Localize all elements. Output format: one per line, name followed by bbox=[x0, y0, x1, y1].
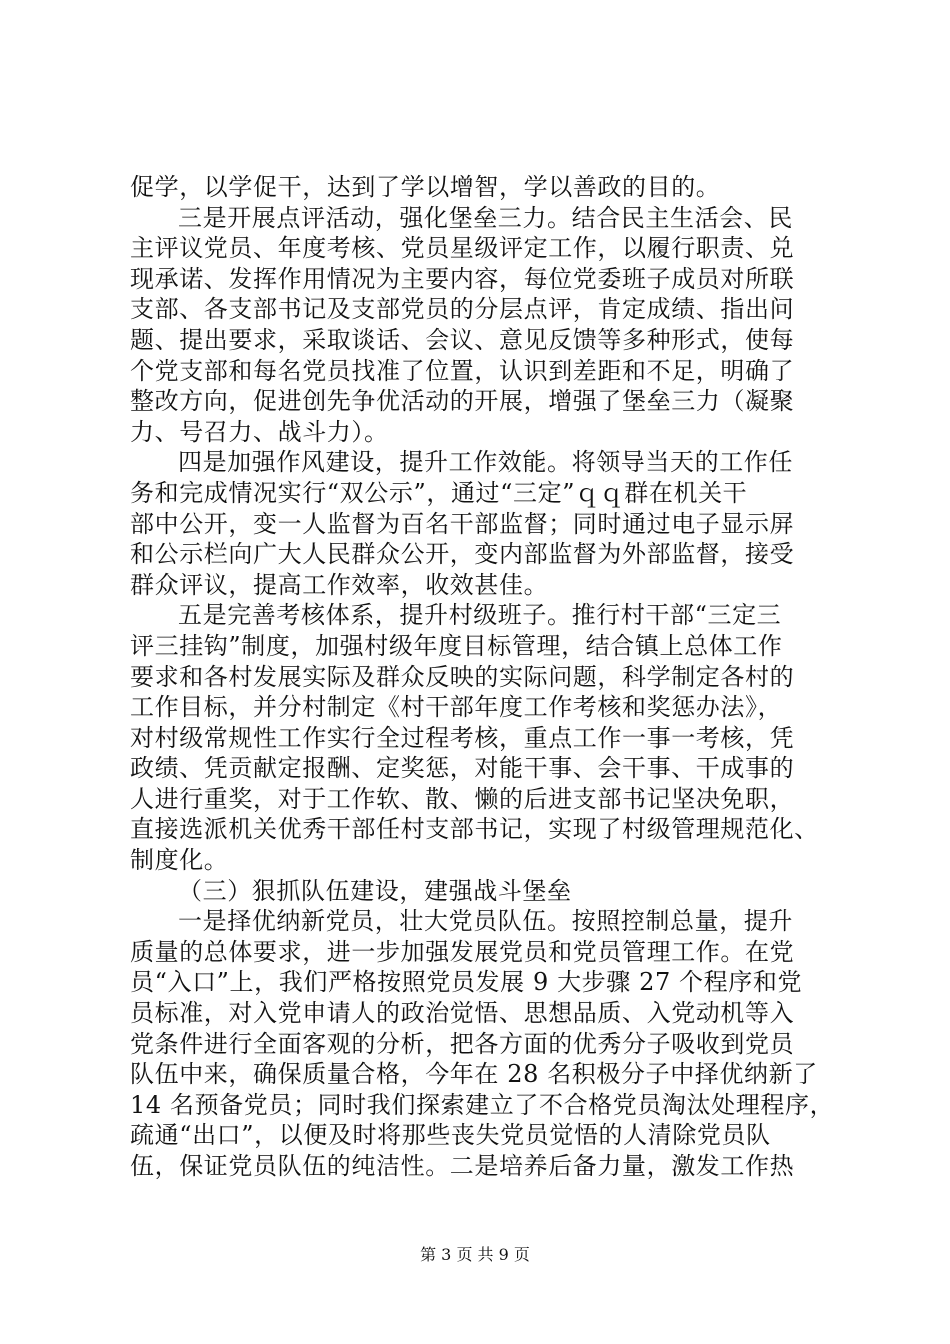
text-line: 部中公开，变一人监督为百名干部监督；同时通过电子显示屏 bbox=[130, 509, 795, 538]
page-footer: 第 3 页 共 9 页 bbox=[420, 1245, 530, 1264]
text-line: 支部、各支部书记及支部党员的分层点评，肯定成绩、指出问 bbox=[130, 295, 795, 324]
text-line: 人进行重奖，对于工作软、散、懒的后进支部书记坚决免职， bbox=[130, 784, 795, 813]
text-line: 整改方向，促进创先争优活动的开展，增强了堡垒三力（凝聚 bbox=[130, 387, 795, 416]
text-line: 和公示栏向广大人民群众公开，变内部监督为外部监督，接受 bbox=[130, 540, 795, 569]
text-line: 题、提出要求，采取谈话、会议、意见反馈等多种形式，使每 bbox=[130, 325, 795, 354]
text-line: 伍，保证党员队伍的纯洁性。二是培养后备力量，激发工作热 bbox=[130, 1152, 795, 1180]
text-line: 员标准，对入党申请人的政治觉悟、思想品质、入党动机等入 bbox=[130, 999, 795, 1028]
text-line: 对村级常规性工作实行全过程考核，重点工作一事一考核，凭 bbox=[130, 723, 795, 752]
text-line: 个党支部和每名党员找准了位置，认识到差距和不足，明确了 bbox=[130, 356, 795, 385]
text-line: 群众评议，提高工作效率，收效甚佳。 bbox=[130, 570, 549, 599]
text-line: 四是加强作风建设，提升工作效能。将领导当天的工作任 bbox=[178, 448, 793, 477]
text-line: 要求和各村发展实际及群众反映的实际问题，科学制定各村的 bbox=[130, 662, 795, 691]
text-line: 三是开展点评活动，强化堡垒三力。结合民主生活会、民 bbox=[178, 203, 793, 232]
text-line: 政绩、凭贡献定报酬、定奖惩，对能干事、会干事、干成事的 bbox=[130, 754, 795, 783]
text-line: 党条件进行全面客观的分析，把各方面的优秀分子吸收到党员 bbox=[130, 1029, 795, 1058]
text-line: 务和完成情况实行“双公示”，通过“三定”ｑｑ群在机关干 bbox=[130, 478, 748, 507]
text-line: 一是择优纳新党员，壮大党员队伍。按照控制总量，提升 bbox=[178, 907, 793, 936]
text-line: 五是完善考核体系，提升村级班子。推行村干部“三定三 bbox=[178, 601, 782, 630]
text-line: 评三挂钩”制度，加强村级年度目标管理，结合镇上总体工作 bbox=[130, 631, 783, 660]
text-line: 疏通“出口”，以便及时将那些丧失党员觉悟的人清除党员队 bbox=[130, 1121, 771, 1150]
text-line: 14 名预备党员；同时我们探索建立了不合格党员淘汰处理程序， bbox=[130, 1090, 835, 1119]
text-line: 工作目标，并分村制定《村干部年度工作考核和奖惩办法》， bbox=[130, 693, 783, 722]
text-line: 员“入口”上，我们严格按照党员发展 9 大步骤 27 个程序和党 bbox=[130, 968, 803, 997]
text-line: 队伍中来，确保质量合格，今年在 28 名积极分子中择优纳新了 bbox=[130, 1060, 818, 1089]
text-line: 质量的总体要求，进一步加强发展党员和党员管理工作。在党 bbox=[130, 937, 795, 966]
text-line: 直接选派机关优秀干部任村支部书记，实现了村级管理规范化、 bbox=[130, 815, 819, 844]
text-line: 力、号召力、战斗力）。 bbox=[130, 417, 389, 446]
text-line: 主评议党员、年度考核、党员星级评定工作，以履行职责、兑 bbox=[130, 234, 795, 263]
text-line: 制度化。 bbox=[130, 846, 229, 875]
text-line: 促学，以学促干，达到了学以增智，学以善政的目的。 bbox=[130, 173, 721, 201]
text-line: （三）狠抓队伍建设，建强战斗堡垒 bbox=[178, 876, 572, 905]
text-line: 现承诺、发挥作用情况为主要内容，每位党委班子成员对所联 bbox=[130, 264, 795, 293]
document-body bbox=[130, 172, 850, 1182]
